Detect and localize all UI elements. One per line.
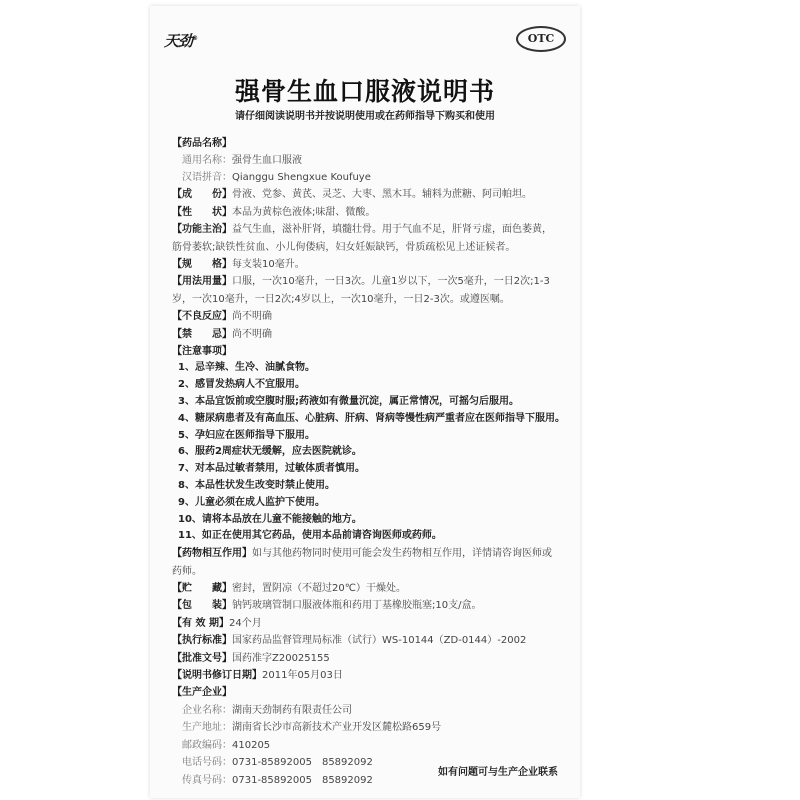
document-subtitle: 请仔细阅读说明书并按说明使用或在药师指导下购买和使用 (235, 111, 495, 122)
interactions-line-2: 药师。 (172, 565, 202, 577)
section-precautions: 【注意事项】 (172, 346, 232, 358)
section-standard: 【执行标准】国家药品监督管理局标准（试行）WS-10144（ZD-0144）-2002 (172, 635, 527, 647)
precaution-item: 9、儿童必须在成人监护下使用。 (178, 496, 325, 508)
generic-name-row: 通用名称：强骨生血口服液 (182, 154, 302, 166)
section-ingredients: 【成 份】骨液、党参、黄芪、灵芝、大枣、黑木耳。辅料为蔗糖、阿司帕坦。 (172, 189, 532, 201)
precaution-item: 5、孕妇应在医师指导下服用。 (178, 429, 315, 441)
precaution-item: 6、服药2周症状无缓解，应去医院就诊。 (178, 446, 362, 458)
precaution-item: 2、感冒发热病人不宜服用。 (178, 379, 305, 391)
section-interactions: 【药物相互作用】如与其他药物同时使用可能会发生药物相互作用，详情请咨询医师或 (172, 548, 552, 560)
pinyin-row: 汉语拼音：Qianggu Shengxue Koufuye (182, 171, 371, 183)
otc-badge: OTC (516, 26, 566, 52)
leaflet-sheet (150, 6, 580, 798)
manufacturer-phone-row: 电话号码：0731-85892005 85892092 (182, 757, 373, 769)
section-specification: 【规 格】每支装10毫升。 (172, 259, 305, 271)
manufacturer-zip-row: 邮政编码：410205 (182, 739, 271, 751)
manufacturer-address-row: 生产地址：湖南省长沙市高新技术产业开发区麓松路659号 (182, 722, 442, 734)
brand-registered-mark: ® (192, 35, 198, 42)
precaution-item: 1、忌辛辣、生冷、油腻食物。 (178, 362, 315, 374)
precaution-item: 7、对本品过敏者禁用，过敏体质者慎用。 (178, 463, 365, 475)
precaution-item: 4、糖尿病患者及有高血压、心脏病、肝病、肾病等慢性病严重者应在医师指导下服用。 (178, 412, 565, 424)
section-validity: 【有 效 期】24个月 (172, 617, 262, 629)
precaution-item: 8、本品性状发生改变时禁止使用。 (178, 480, 335, 492)
manufacturer-fax-row: 传真号码：0731-85892005 85892092 (182, 774, 373, 786)
section-adverse-reactions: 【不良反应】尚不明确 (172, 311, 272, 323)
brand-name: 天劲 (164, 32, 193, 50)
indications-line-2: 筋骨萎软;缺铁性贫血、小儿佝偻病，妇女妊娠缺钙，骨质疏松见上述证候者。 (172, 241, 516, 253)
section-contraindications: 【禁 忌】尚不明确 (172, 328, 272, 340)
brand-logo (164, 30, 197, 51)
precaution-item: 10、请将本品放在儿童不能接触的地方。 (178, 513, 362, 525)
section-approval-number: 【批准文号】国药准字Z20025155 (172, 652, 330, 664)
section-storage: 【贮 藏】密封，置阴凉（不超过20℃）干燥处。 (172, 583, 406, 595)
section-dosage: 【用法用量】口服，一次10毫升，一日3次。儿童1岁以下，一次5毫升，一日2次;1-3 (172, 276, 550, 288)
footer-contact-note: 如有问题可与生产企业联系 (438, 767, 558, 778)
dosage-line-2: 岁，一次10毫升，一日2次;4岁以上，一次10毫升，一日2-3次。或遵医嘱。 (172, 293, 510, 305)
precaution-item: 3、本品宜饭前或空腹时服;药液如有微量沉淀，属正常情况，可摇匀后服用。 (178, 396, 519, 408)
section-manufacturer: 【生产企业】 (172, 687, 232, 699)
precaution-item: 11、如正在使用其它药品，使用本品前请咨询医师或药师。 (178, 530, 442, 542)
section-indications: 【功能主治】益气生血，滋补肝肾，填髓壮骨。用于气血不足，肝肾亏虚，面色萎黄， (172, 224, 552, 236)
leaflet-body (172, 136, 566, 789)
section-revision-date: 【说明书修订日期】2011年05月03日 (172, 670, 343, 682)
section-drug-name: 【药品名称】 (172, 138, 232, 149)
section-package: 【包 装】钠钙玻璃管制口服液体瓶和药用丁基橡胶瓶塞;10支/盒。 (172, 600, 482, 612)
manufacturer-name-row: 企业名称：湖南天劲制药有限责任公司 (182, 704, 352, 716)
section-properties: 【性 状】本品为黄棕色液体;味甜、微酸。 (172, 206, 376, 218)
document-title: 强骨生血口服液说明书 (234, 77, 495, 106)
